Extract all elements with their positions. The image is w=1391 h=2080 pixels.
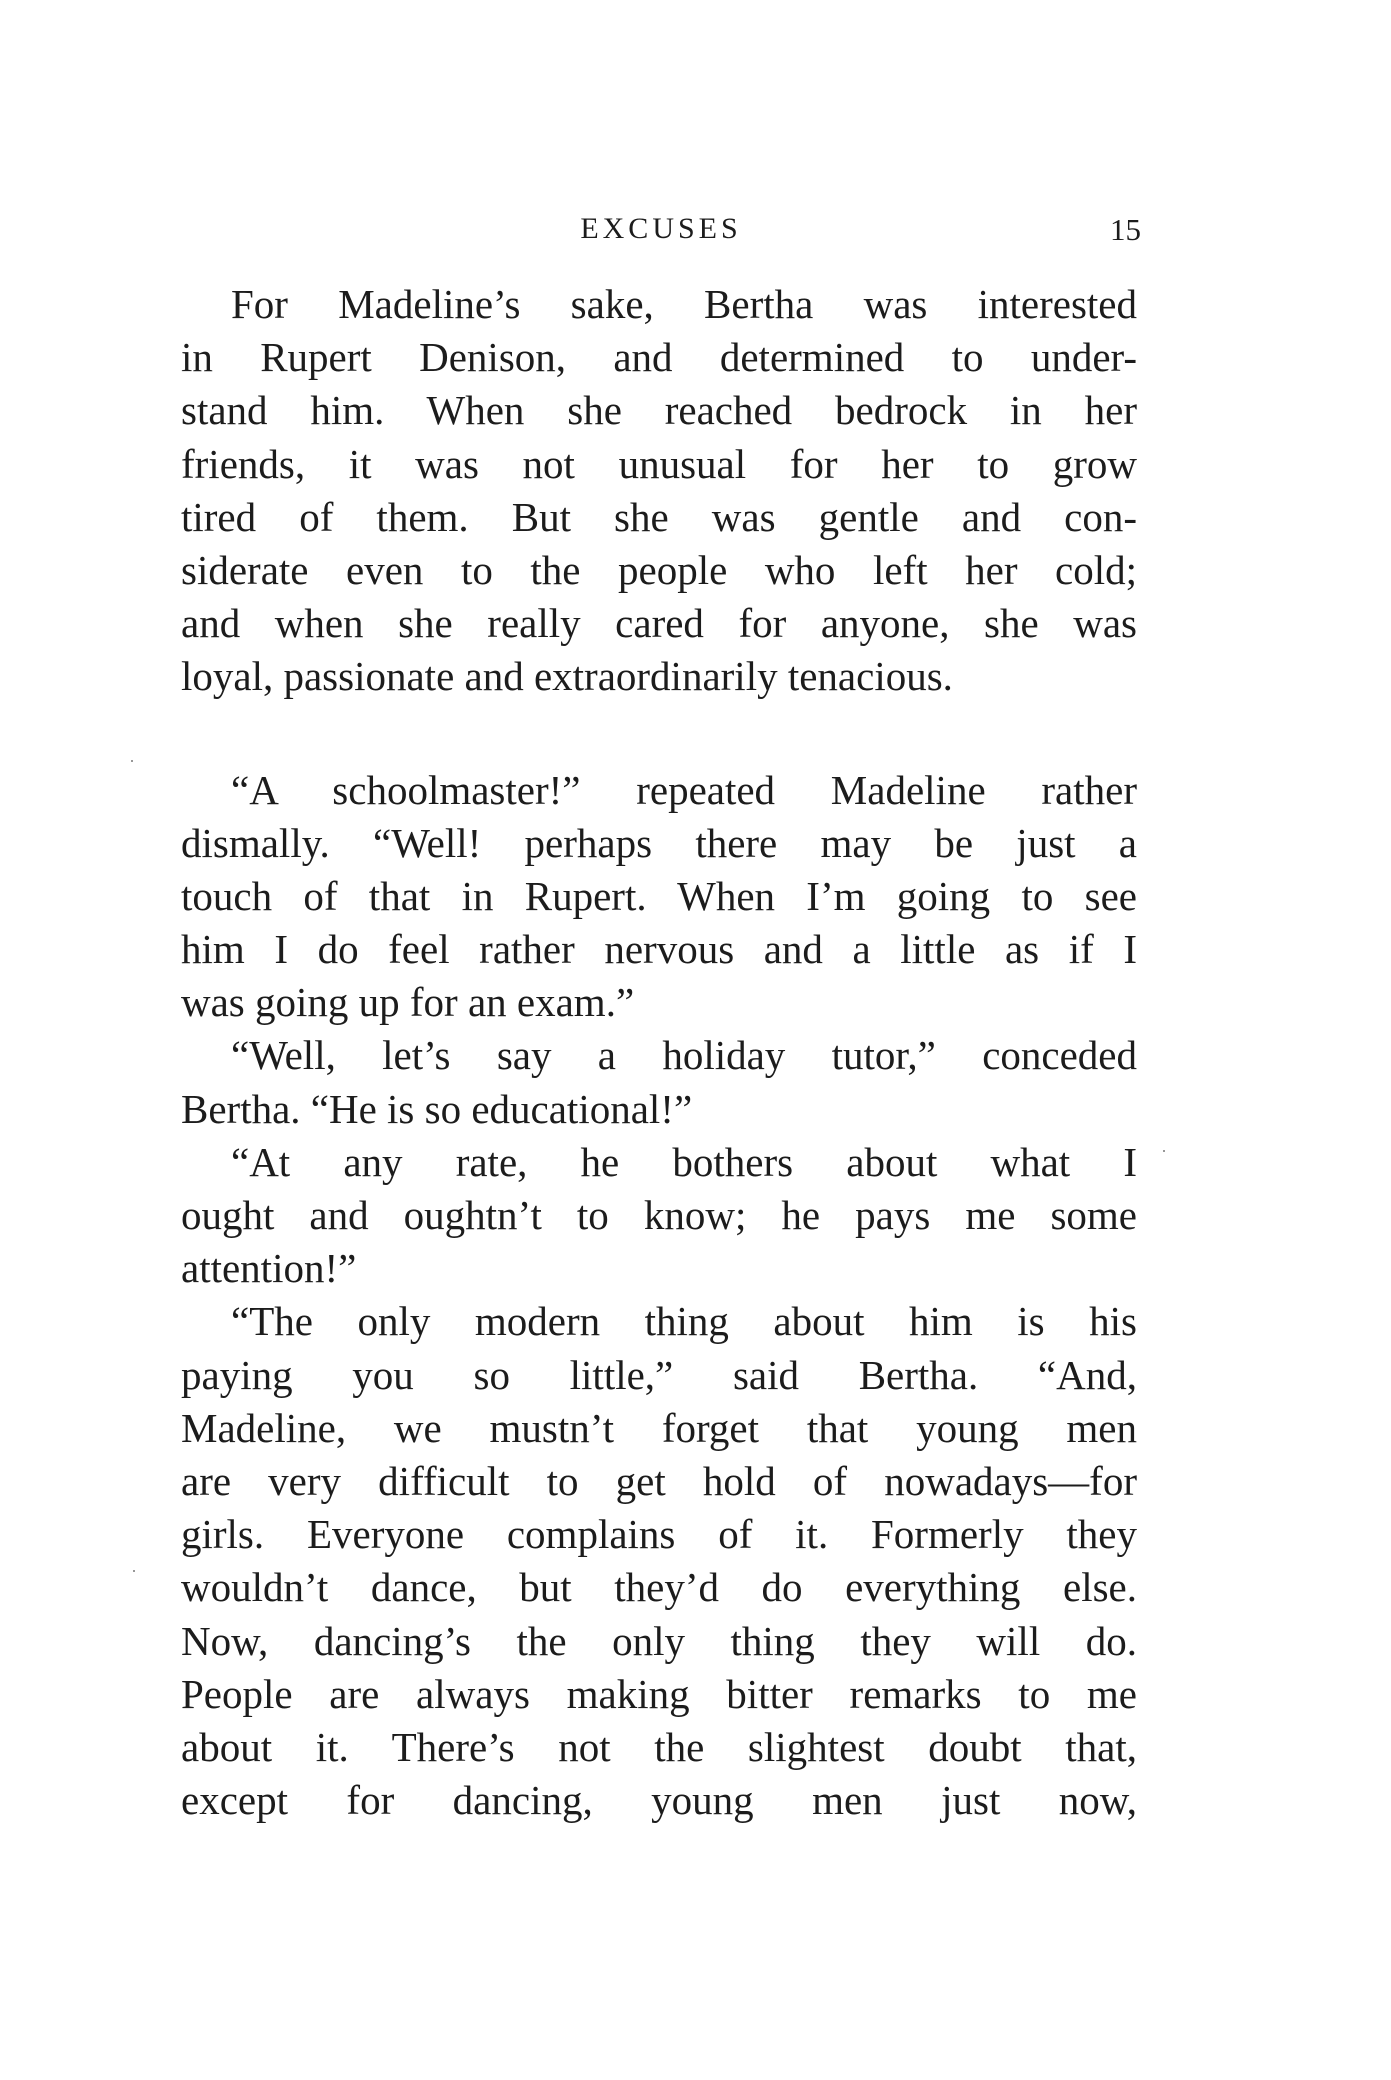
paper-speck (133, 1570, 135, 1572)
running-head (181, 212, 1141, 252)
text-line: was going up for an exam.” (181, 979, 635, 1026)
text-line: “The only modern thing about him is his (231, 1298, 1137, 1345)
text-line: in Rupert Denison, and determined to under- (181, 334, 1137, 381)
text-line: “At any rate, he bothers about what I (231, 1138, 1137, 1185)
text-line: tired of them. But she was gentle and con- (181, 493, 1137, 540)
text-line: dismally. “Well! perhaps there may be just a (181, 819, 1137, 866)
text-line: except for dancing, young men just now, (181, 1777, 1137, 1824)
page-number: 15 (1110, 212, 1141, 247)
text-line: attention!” (181, 1245, 357, 1292)
running-title: EXCUSES (580, 212, 742, 245)
text-line: loyal, passionate and extraordinarily tenacious. (181, 653, 953, 700)
paper-speck (131, 760, 133, 762)
text-line: “Well, let’s say a holiday tutor,” conceded (231, 1032, 1137, 1079)
text-line: girls. Everyone complains of it. Formerly they (181, 1511, 1137, 1558)
text-line: touch of that in Rupert. When I’m going to see (181, 872, 1137, 919)
text-line: For Madeline’s sake, Bertha was interested (231, 281, 1137, 327)
text-line: People are always making bitter remarks to me (181, 1670, 1137, 1717)
text-line: about it. There’s not the slightest doubt that, (181, 1723, 1137, 1770)
text-line: ought and oughtn’t to know; he pays me some (181, 1192, 1137, 1238)
text-line: siderate even to the people who left her cold; (181, 546, 1137, 593)
text-line: friends, it was not unusual for her to grow (181, 440, 1137, 487)
text-line: and when she really cared for anyone, she was (181, 600, 1137, 647)
text-line: paying you so little,” said Bertha. “And, (181, 1351, 1137, 1398)
text-line: “A schoolmaster!” repeated Madeline rather (231, 766, 1137, 813)
text-line: Madeline, we mustn’t forget that young men (181, 1404, 1137, 1451)
body-text (181, 278, 1137, 1827)
paper-speck (1163, 1150, 1165, 1152)
text-line: Bertha. “He is so educational!” (181, 1085, 693, 1132)
text-line: him I do feel rather nervous and a little as if I (181, 926, 1137, 973)
text-line: are very difficult to get hold of nowadays—for (181, 1457, 1137, 1504)
text-line: wouldn’t dance, but they’d do everything else. (181, 1564, 1137, 1611)
text-line: stand him. When she reached bedrock in her (181, 387, 1137, 434)
text-line: Now, dancing’s the only thing they will do. (181, 1617, 1137, 1664)
